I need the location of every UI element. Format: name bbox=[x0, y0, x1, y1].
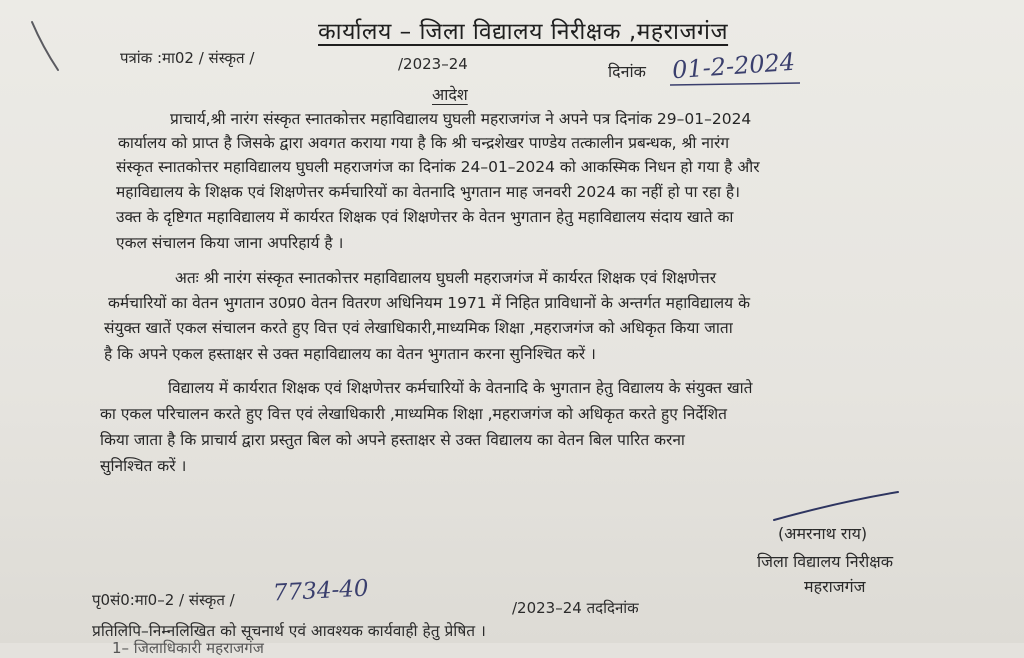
signatory-designation: जिला विद्यालय निरीक्षक bbox=[757, 552, 894, 571]
letter-year: /2023–24 bbox=[398, 55, 468, 73]
para3-line4: सुनिश्चित करें । bbox=[100, 457, 187, 475]
handwritten-reference: 7734-40 bbox=[272, 575, 370, 607]
order-heading: आदेश bbox=[432, 85, 468, 104]
copy-year: /2023–24 तददिनांक bbox=[512, 599, 639, 617]
handwritten-signature bbox=[770, 486, 920, 526]
para1-line3: संस्कृत स्नातकोत्तर महाविद्यालय घुघली महराजगंज का दिनांक 24–01–2024 को आकस्मिक निधन हो गया है और bbox=[116, 158, 760, 176]
date-label: दिनांक bbox=[608, 62, 646, 81]
copy-reference-number: पृ0सं0:मा0–2 / संस्कृत / bbox=[92, 591, 235, 609]
para1-line6: एकल संचालन किया जाना अपरिहार्य है । bbox=[116, 234, 344, 252]
copy-distribution-line: प्रतिलिपि–निम्नलिखित को सूचनार्थ एवं आवश्यक कार्यवाही हेतु प्रेषित । bbox=[92, 622, 486, 640]
para2-line1: अतः श्री नारंग संस्कृत स्नातकोत्तर महाविद्यालय घुघली महराजगंज में कार्यरत शिक्षक एवं शिक्षणेत्तर bbox=[175, 269, 717, 287]
para2-line3: संयुक्त खातें एकल संचालन करते हुए वित्त एवं लेखाधिकारी,माध्यमिक शिक्षा ,महराजगंज को अधिकृत किया जाता bbox=[104, 319, 733, 337]
pen-stroke-mark bbox=[28, 18, 68, 78]
handwritten-date: 01-2-2024 bbox=[671, 47, 796, 85]
para1-line1: प्राचार्य,श्री नारंग संस्कृत स्नातकोत्तर महाविद्यालय घुघली महराजगंज ने अपने पत्र दिनांक 29–01–2024 bbox=[170, 110, 752, 128]
copy-list-item-1: 1– जिलाधिकारी महराजगंज bbox=[112, 639, 264, 657]
para3-line3: किया जाता है कि प्राचार्य द्वारा प्रस्तुत बिल को अपने हस्ताक्षर से उक्त विद्यालय का वेतन बिल पारित करना bbox=[100, 431, 685, 449]
para1-line4: महाविद्यालय के शिक्षक एवं शिक्षणेत्तर कर्मचारियों का वेतनादि भुगतान माह जनवरी 2024 का नहीं हो पा रहा है। bbox=[116, 183, 741, 201]
para1-line5: उक्त के दृष्टिगत महाविद्यालय में कार्यरत शिक्षक एवं शिक्षणेत्तर के वेतन भुगतान हेतु महाविद्यालय संदाय खाते का bbox=[116, 208, 734, 226]
para1-line2: कार्यालय को प्राप्त है जिसके द्वारा अवगत कराया गया है कि श्री चन्द्रशेखर पाण्डेय तत्कालीन प्रबन्धक, श्री नारंग bbox=[118, 134, 730, 152]
letter-number: पत्रांक :मा02 / संस्कृत / bbox=[120, 49, 255, 67]
signatory-place: महराजगंज bbox=[804, 577, 866, 596]
para2-line2: कर्मचारियों का वेतन भुगतान उ0प्र0 वेतन वितरण अधिनियम 1971 में निहित प्राविधानों के अन्तर्गत महाविद्यालय के bbox=[108, 294, 751, 312]
date-underline bbox=[668, 80, 803, 88]
office-title: कार्यालय – जिला विद्यालय निरीक्षक ,महराजगंज bbox=[318, 19, 729, 45]
para3-line1: विद्यालय में कार्यरात शिक्षक एवं शिक्षणेत्तर कर्मचारियों के वेतनादि के भुगतान हेतु विद्यालय के संयुक्त खाते bbox=[168, 379, 753, 397]
signatory-name: (अमरनाथ राय) bbox=[778, 524, 868, 543]
para2-line4: है कि अपने एकल हस्ताक्षर से उक्त महाविद्यालय का वेतन भुगतान करना सुनिश्चित करें । bbox=[104, 345, 596, 363]
para3-line2: का एकल परिचालन करते हुए वित्त एवं लेखाधिकारी ,माध्यमिक शिक्षा ,महराजगंज को अधिकृत करते हुए निर्देशित bbox=[100, 405, 727, 423]
